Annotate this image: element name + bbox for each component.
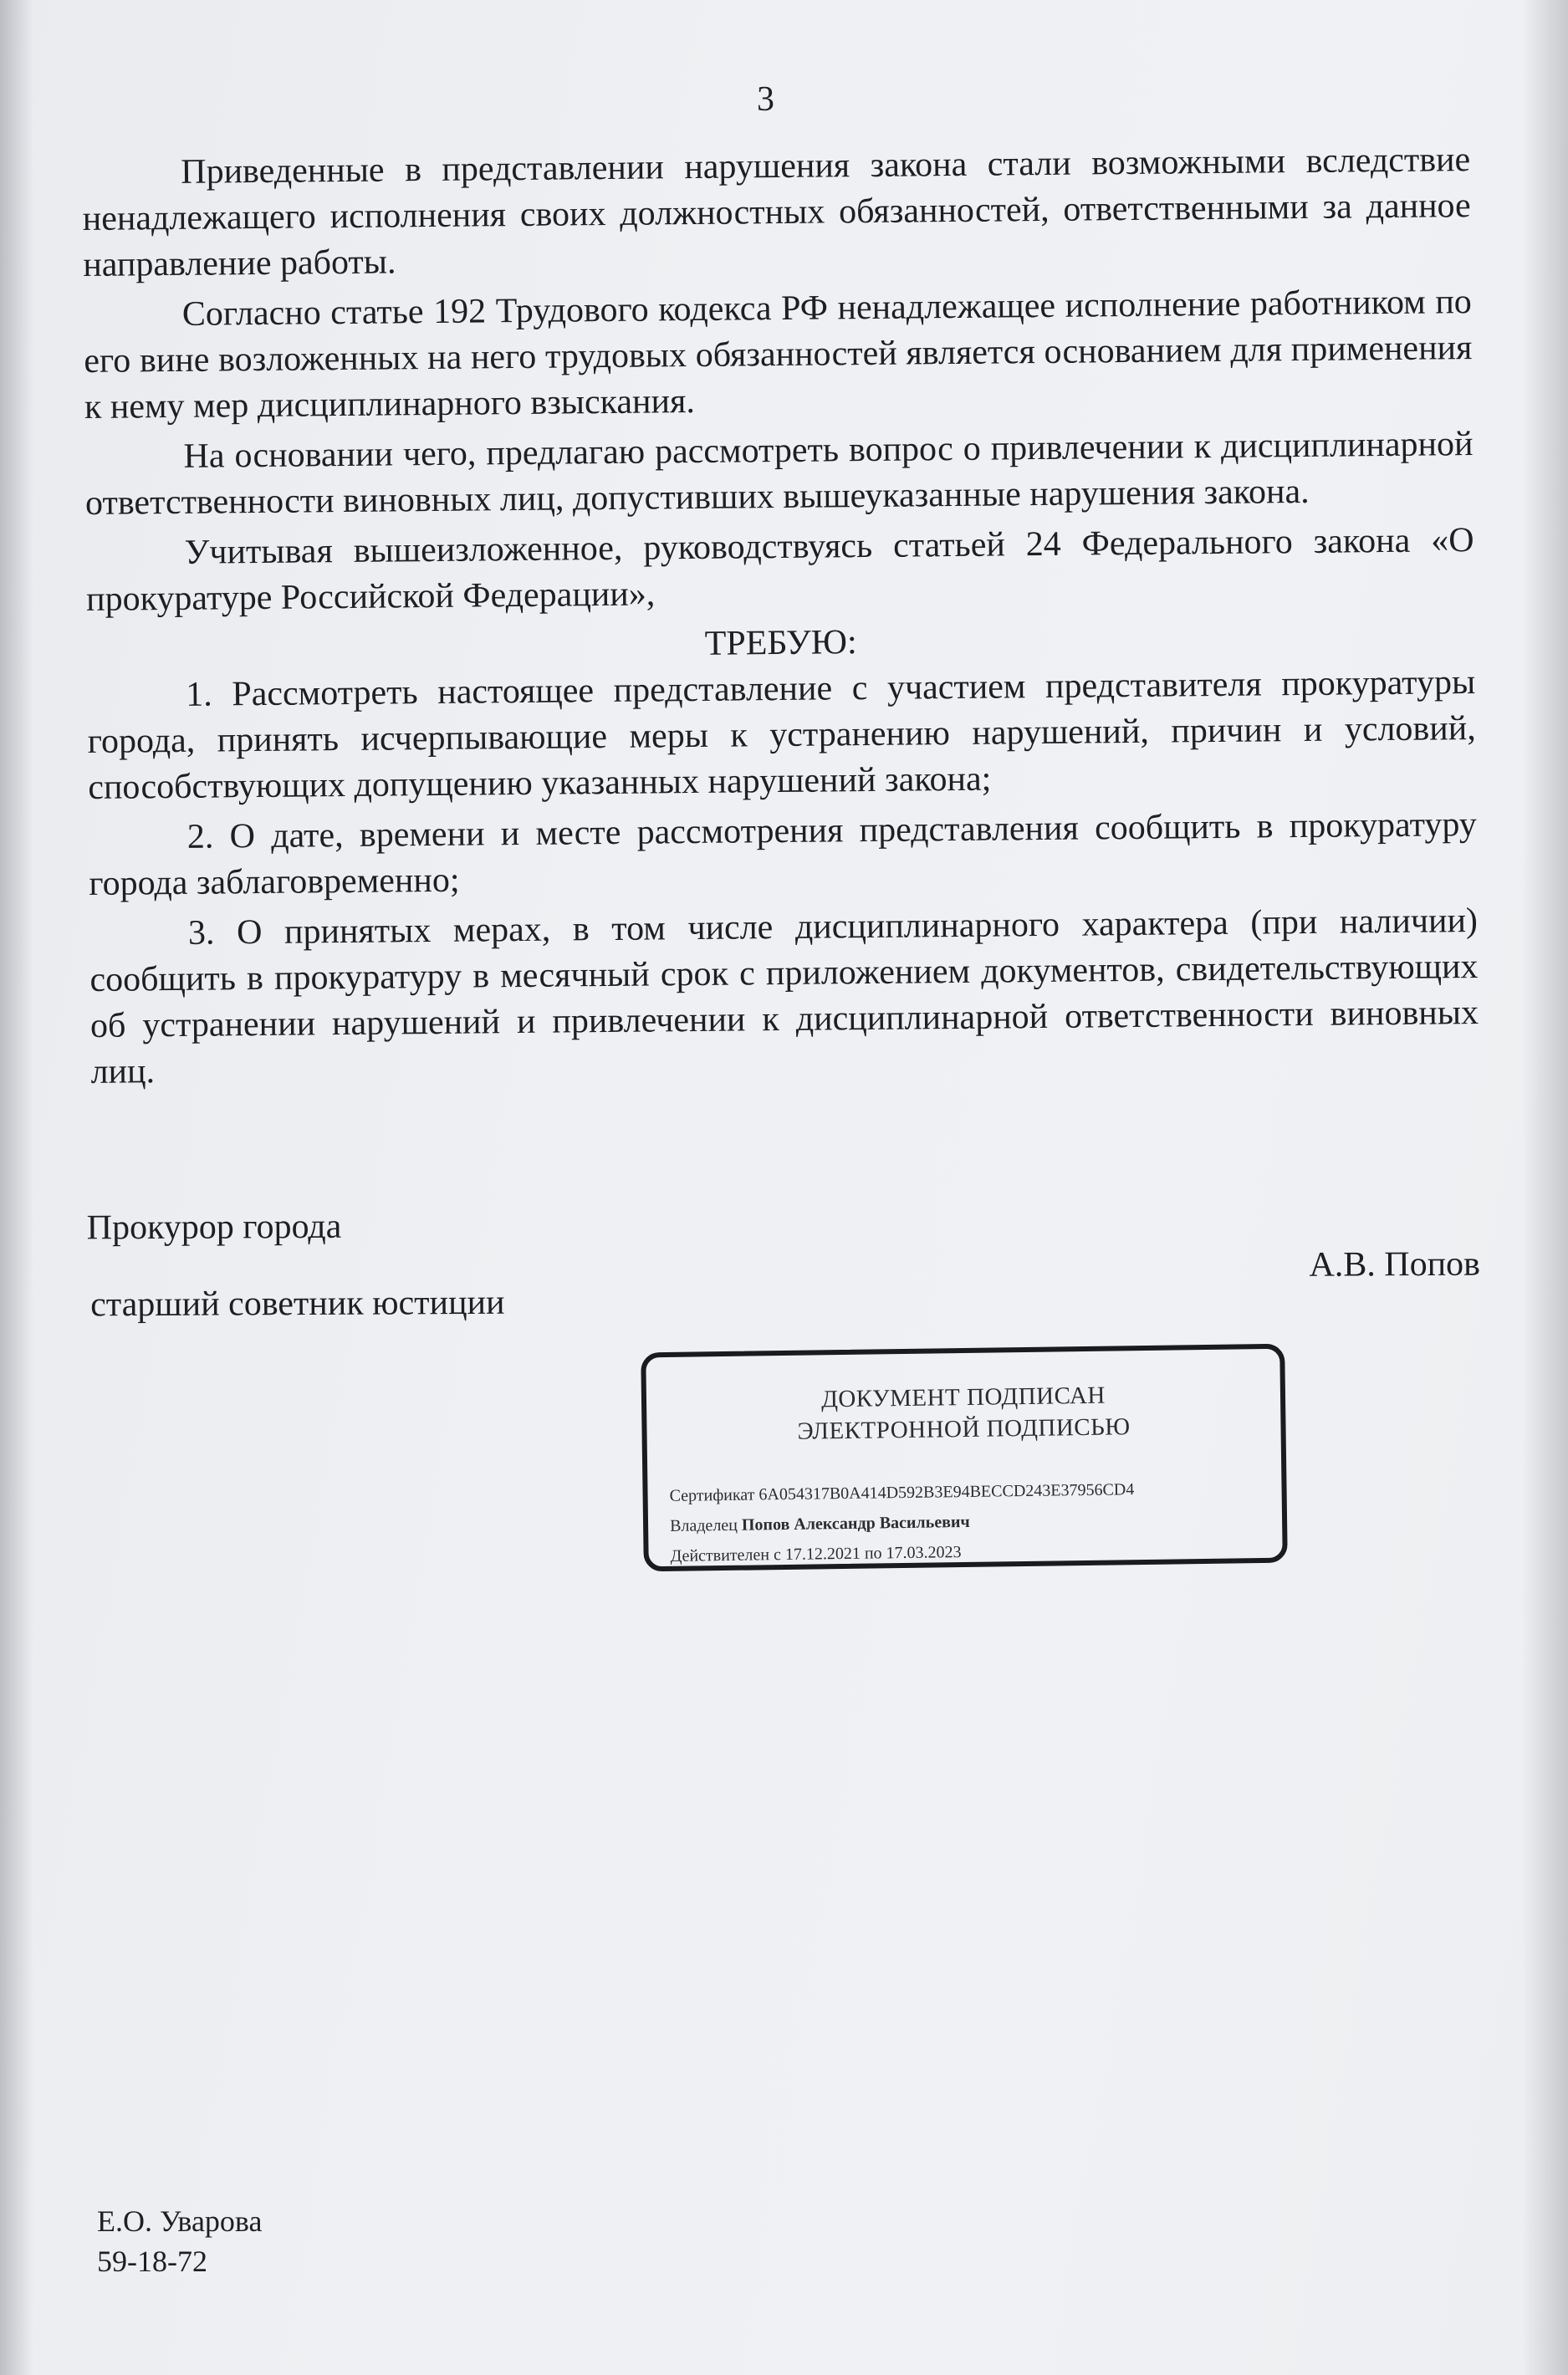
demand-heading: ТРЕБУЮ: (704, 623, 857, 663)
stamp-details (669, 1474, 1135, 1571)
stamp-header-line: ЭЛЕКТРОННОЙ ПОДПИСЬЮ (797, 1413, 1131, 1445)
owner-label: Владелец (669, 1515, 738, 1535)
signature-block (87, 1201, 1493, 1351)
demand-item: 2. О дате, времени и месте рассмотрения представления сообщить в прокуратуру города заблаговременно; (89, 805, 1478, 903)
signer-rank: старший советник юстиции (90, 1283, 505, 1325)
executor-phone: 59-18-72 (97, 2245, 207, 2278)
signer-name: А.В. Попов (1309, 1244, 1481, 1285)
page-shadow-left (0, 0, 33, 2375)
stamp-header (646, 1377, 1281, 1450)
demand-item: 1. Рассмотреть настоящее представление с участием представителя прокуратуры города, принять исчерпывающие меры к устранению нарушений, причин и условий, способствующих допущению указанных нарушений закона; (87, 663, 1476, 807)
paragraph: Согласно статье 192 Трудового кодекса РФ ненадлежащее исполнение работником по его вине возложенных на него трудовых обязанностей является основанием для применения к нему мер дисциплинарного взыскания. (84, 283, 1473, 426)
executor-block (97, 2201, 262, 2281)
executor-name: Е.О. Уварова (97, 2204, 263, 2238)
paragraph: Приведенные в представлении нарушения закона стали возможными вследствие ненадлежащего исполнения своих должностных обязанностей, ответственными за данное направление работы. (82, 140, 1471, 284)
valid-from: 17.12.2021 (784, 1544, 861, 1564)
paragraph: На основании чего, предлагаю рассмотреть вопрос о привлечении к дисциплинарной ответственности виновных лиц, допустивших вышеуказанные нарушения закона. (84, 425, 1474, 523)
paragraph: Учитывая вышеизложенное, руководствуясь статьей 24 Федерального закона «О прокуратуре Российской Федерации», (85, 521, 1474, 619)
certificate-label: Сертификат (669, 1485, 755, 1505)
stamp-header-line: ДОКУМЕНТ ПОДПИСАН (820, 1382, 1106, 1413)
valid-label: Действителен с (670, 1545, 782, 1565)
stamp-validity-line (670, 1535, 1135, 1571)
owner-value: Попов Александр Васильевич (741, 1512, 970, 1535)
certificate-value: 6A054317B0A414D592B3E94BECCD243E37956CD4 (758, 1480, 1135, 1504)
valid-to-label: по (864, 1544, 882, 1563)
valid-to: 17.03.2023 (886, 1543, 962, 1563)
demand-item: 3. О принятых мерах, в том числе дисциплинарного характера (при наличии) сообщить в прокуратуру в месячный срок с приложением документов, свидетельствующих об устранении нарушений и привлечении к дисциплинарной ответственности виновных лиц. (89, 901, 1479, 1091)
document-body (82, 137, 1479, 1100)
page-number: 3 (757, 80, 774, 119)
electronic-signature-stamp (641, 1344, 1288, 1572)
signer-title: Прокурор города (86, 1207, 342, 1248)
page-shadow-right (1522, 0, 1568, 2375)
